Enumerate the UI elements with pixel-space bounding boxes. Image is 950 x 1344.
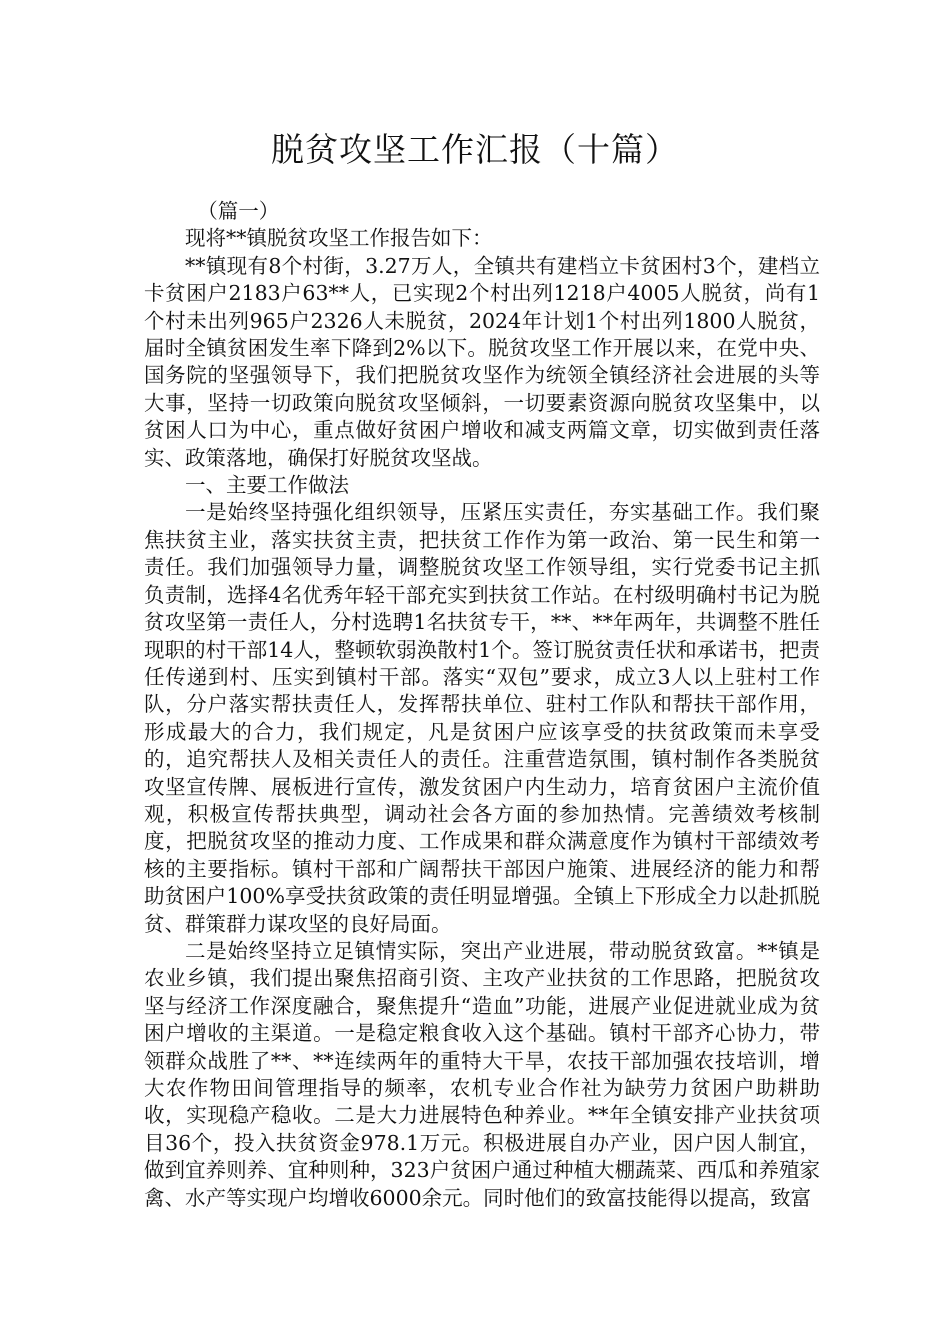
overview-paragraph: **镇现有8个村街，3.27万人，全镇共有建档立卡贫困村3个，建档立卡贫困户2183户63**人，已实现2个村出列1218户4005人脱贫，尚有1个村未出列965户2326人未脱贫，2024年计划1个村出列1800人脱贫，届时全镇贫困发生率下降到2%以下。脱贫攻坚工作开展以来，在党中央、国务院的坚强领导下，我们把脱贫攻坚作为统领全镇经济社会进展的头等大事，坚持一切政策向脱贫攻坚倾斜，一切要素资源向脱贫攻坚集中，以贫困人口为中心，重点做好贫困户增收和减支两篇文章，切实做到责任落实、政策落地，确保打好脱贫攻坚战。: [144, 253, 820, 470]
paragraph-organization: 一是始终坚持强化组织领导，压紧压实责任，夯实基础工作。我们聚焦扶贫主业，落实扶贫主责，把扶贫工作作为第一政治、第一民生和第一责任。我们加强领导力量，调整脱贫攻坚工作领导组，实行党委书记主抓负责制，选择4名优秀年轻干部充实到扶贫工作站。在村级明确村书记为脱贫攻坚第一责任人，分村选聘1名扶贫专干，**、**年两年，共调整不胜任现职的村干部14人，整顿软弱涣散村1个。签订脱贫责任状和承诺书，把责任传递到村、压实到镇村干部。落实“双包”要求，成立3人以上驻村工作队，分户落实帮扶责任人，发挥帮扶单位、驻村工作队和帮扶干部作用，形成最大的合力，我们规定，凡是贫困户应该享受的扶贫政策而未享受的，追究帮扶人及相关责任人的责任。注重营造氛围，镇村制作各类脱贫攻坚宣传牌、展板进行宣传，激发贫困户内生动力，培育贫困户主流价值观，积极宣传帮扶典型，调动社会各方面的参加热情。完善绩效考核制度，把脱贫攻坚的推动力度、工作成果和群众满意度作为镇村干部绩效考核的主要指标。镇村干部和广阔帮扶干部因户施策、进展经济的能力和帮助贫困户100%享受扶贫政策的责任明显增强。全镇上下形成全力以赴抓脱贫、群策群力谋攻坚的良好局面。: [144, 500, 820, 936]
document-body: [144, 198, 820, 1212]
section-label: （篇一）: [197, 199, 280, 223]
intro-paragraph: 现将**镇脱贫攻坚工作报告如下：: [185, 226, 493, 251]
section-heading: 一、主要工作做法: [185, 473, 349, 498]
paragraph-industry: 二是始终坚持立足镇情实际，突出产业进展，带动脱贫致富。**镇是农业乡镇，我们提出聚焦招商引资、主攻产业扶贫的工作思路，把脱贫攻坚与经济工作深度融合，聚焦提升“造血”功能，进展产业促进就业成为贫困户增收的主渠道。一是稳定粮食收入这个基础。镇村干部齐心协力，带领群众战胜了**、**连续两年的重特大干旱，农技干部加强农技培训，增大农作物田间管理指导的频率，农机专业合作社为缺劳力贫困户助耕助收，实现稳产稳收。二是大力进展特色种养业。**年全镇安排产业扶贫项目36个，投入扶贫资金978.1万元。积极进展自办产业，因户因人制宜，做到宜养则养、宜种则种，323户贫困户通过种植大棚蔬菜、西瓜和养殖家禽、水产等实现户均增收6000余元。同时他们的致富技能得以提高，致富: [144, 938, 820, 1210]
document-title: 脱贫攻坚工作汇报（十篇）: [271, 130, 679, 169]
